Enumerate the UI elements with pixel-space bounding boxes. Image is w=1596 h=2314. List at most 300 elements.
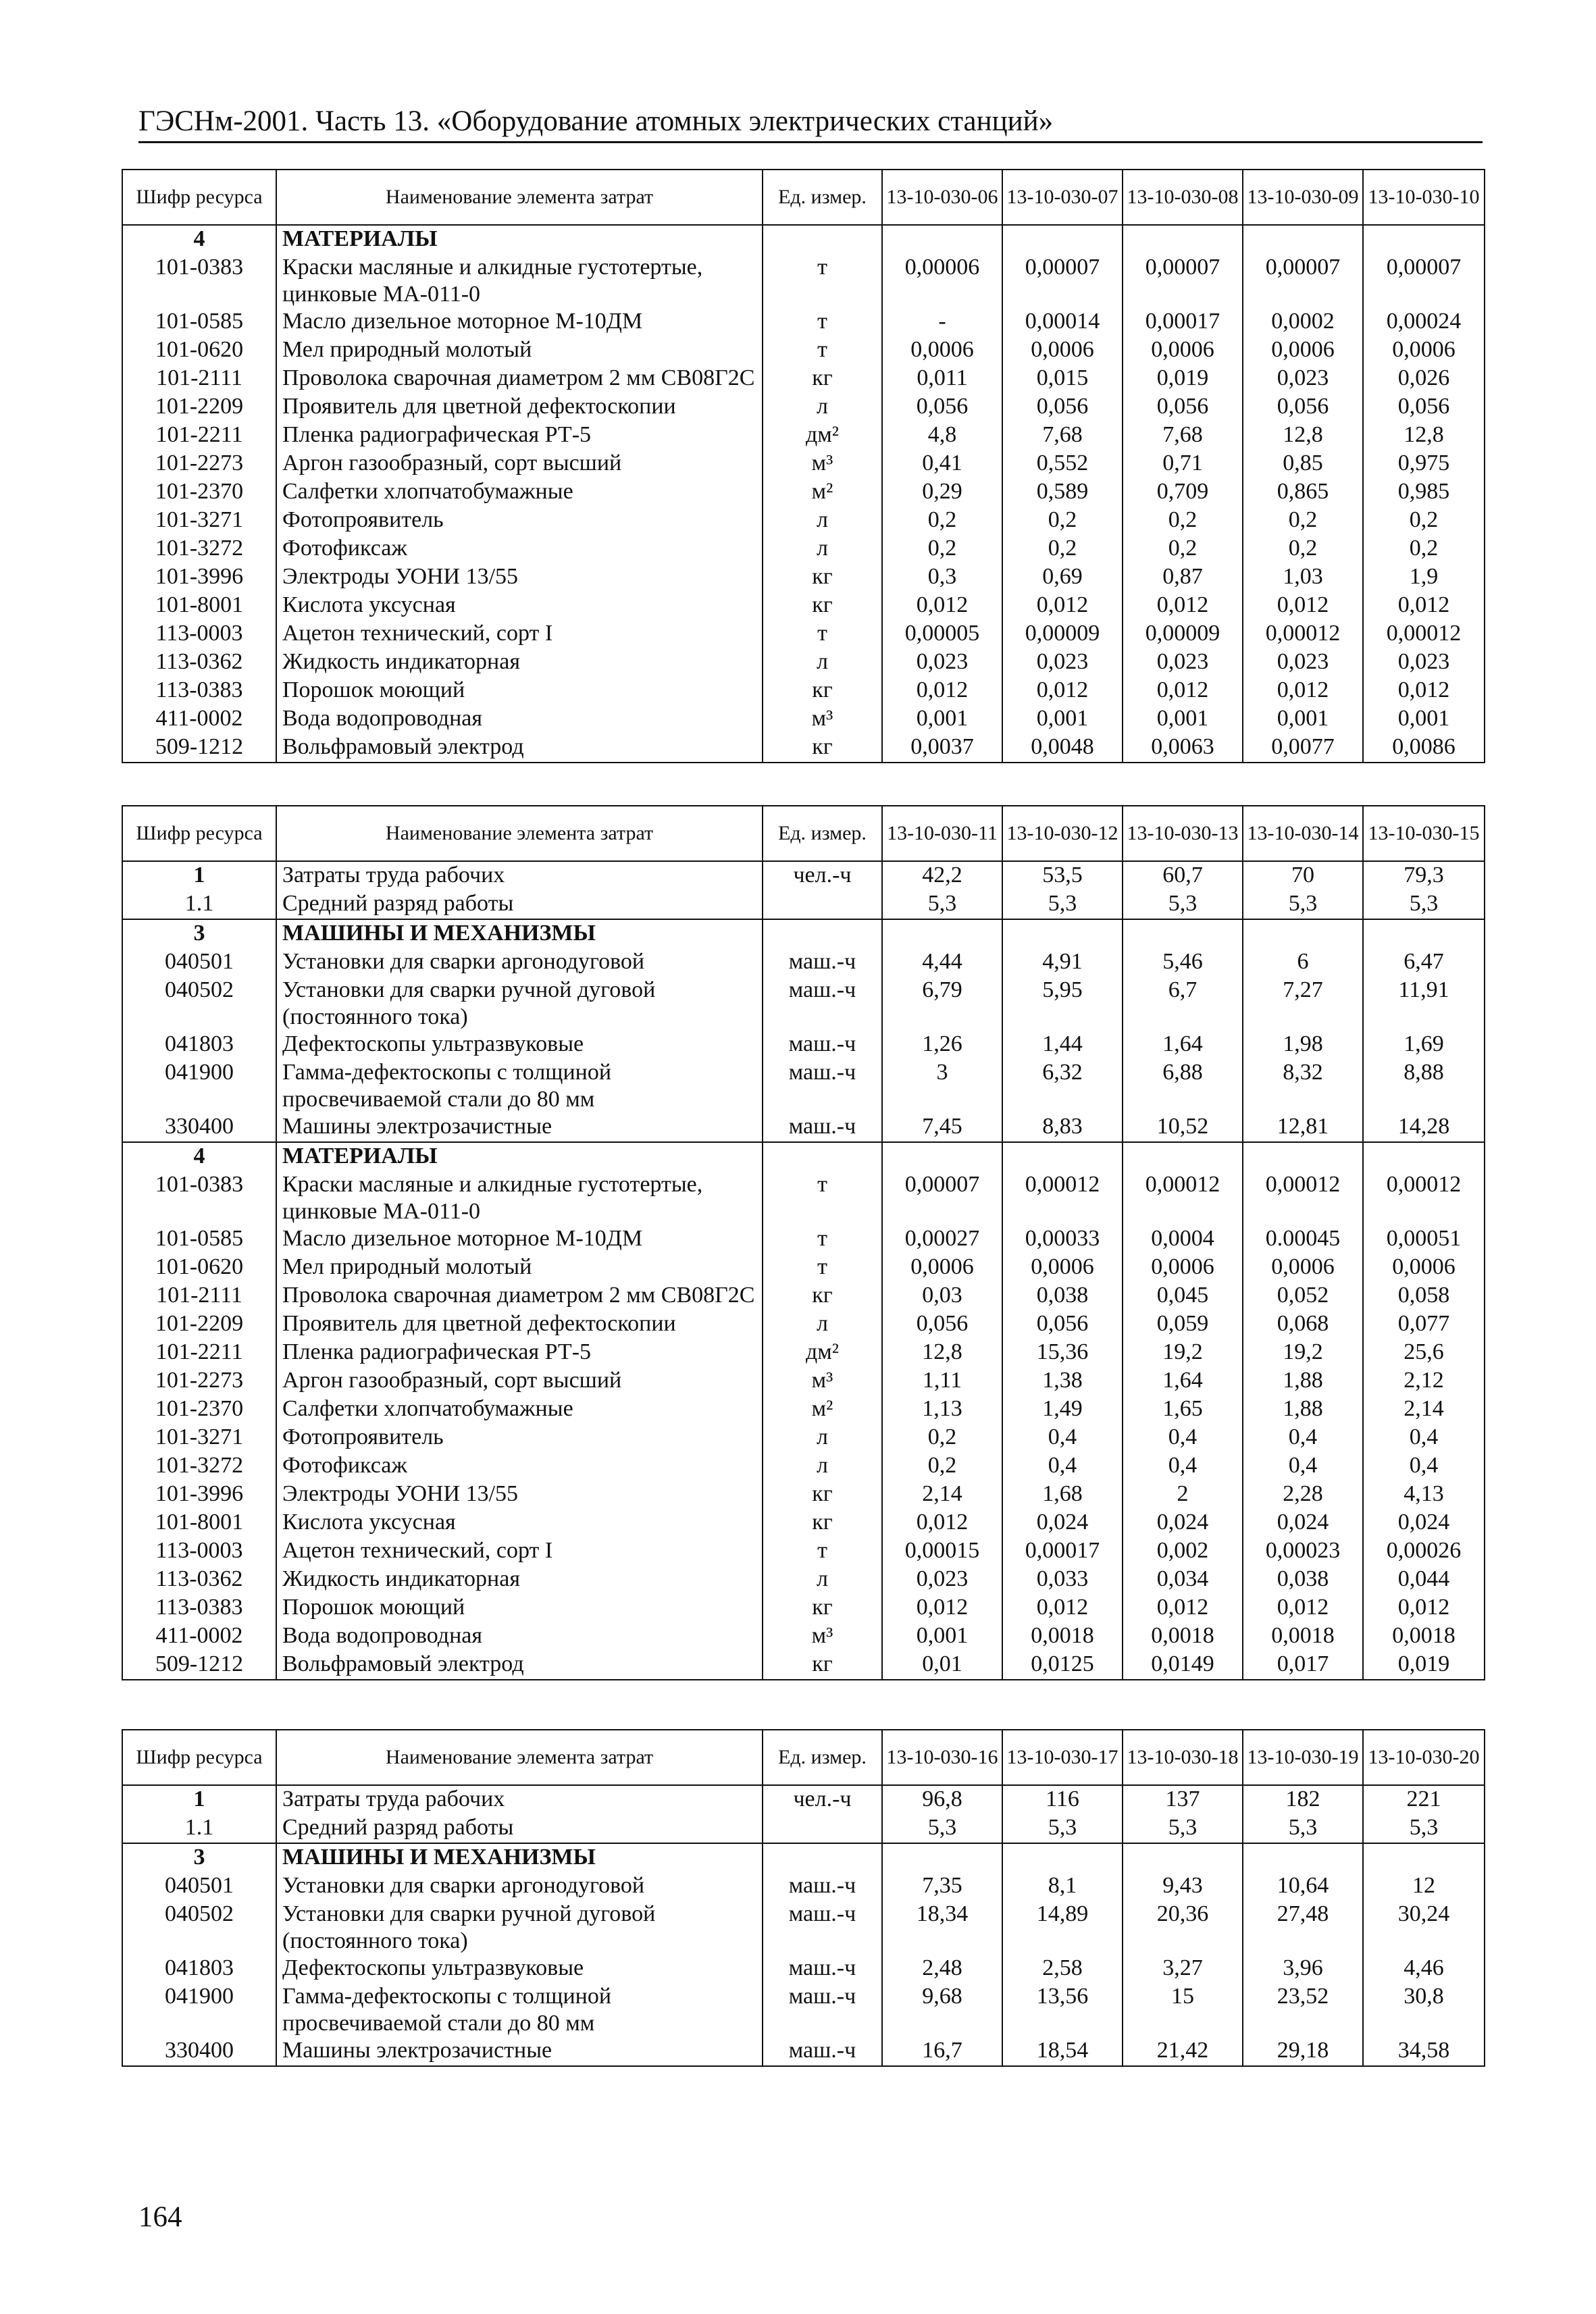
resource-name-cell: Средний разряд работы [276,1814,763,1843]
value-cell [1002,225,1123,254]
value-cell: 0,4 [1123,1452,1243,1481]
value-cell: 0,056 [1243,393,1363,421]
unit-cell: т [763,620,882,648]
column-header: 13-10-030-18 [1123,1730,1243,1785]
resource-code-cell: 101-0585 [122,308,276,336]
unit-cell: кг [763,1651,882,1680]
unit-cell: маш.-ч [763,1901,882,1955]
value-cell: 0,012 [882,1509,1002,1537]
value-cell: 0,0006 [1002,336,1123,365]
value-cell: 18,54 [1002,2037,1123,2066]
table-row [122,1395,1485,1424]
table-row [122,336,1485,365]
unit-cell: маш.-ч [763,1872,882,1901]
resource-code-cell: 101-2273 [122,450,276,478]
column-header: 13-10-030-15 [1363,806,1485,861]
resource-name-cell: Дефектоскопы ультразвуковые [276,1955,763,1983]
column-header: 13-10-030-14 [1243,806,1363,861]
column-header: 13-10-030-20 [1363,1730,1485,1785]
unit-cell: м³ [763,450,882,478]
unit-cell: кг [763,1509,882,1537]
value-cell: 0,012 [882,592,1002,620]
table-row [122,1509,1485,1537]
value-cell: 0,00012 [1243,1171,1363,1225]
value-cell: 221 [1363,1785,1485,1814]
resource-name-cell: Затраты труда рабочих [276,1785,763,1814]
value-cell [1123,1142,1243,1171]
value-cell: 0,00007 [1123,254,1243,308]
value-cell: 2,28 [1243,1481,1363,1509]
resource-code-cell: 509-1212 [122,1651,276,1680]
value-cell: 0,0006 [882,336,1002,365]
resource-name-cell: Установки для сварки аргонодуговой [276,1872,763,1901]
value-cell: 0,975 [1363,450,1485,478]
resource-name-cell: Порошок моющий [276,1594,763,1622]
value-cell: 2,14 [882,1481,1002,1509]
value-cell: 7,68 [1002,421,1123,450]
resource-name-cell: МАШИНЫ И МЕХАНИЗМЫ [276,1843,763,1872]
resource-name-cell: Проволока сварочная диаметром 2 мм СВ08Г2С [276,1282,763,1310]
resource-name-cell: Пленка радиографическая РТ-5 [276,421,763,450]
value-cell: 0,00014 [1002,308,1123,336]
value-cell: 5,3 [1002,890,1123,919]
value-cell: 0,2 [1363,535,1485,563]
table-header-row [122,806,1485,861]
value-cell: 6,7 [1123,977,1243,1031]
value-cell: 30,8 [1363,1983,1485,2037]
table-row [122,421,1485,450]
resource-code-cell: 101-2111 [122,365,276,393]
resource-code-cell: 1 [122,1785,276,1814]
value-cell: 96,8 [882,1785,1002,1814]
table-row [122,225,1485,254]
column-header: Шифр ресурса [122,806,276,861]
value-cell: 0,012 [1002,592,1123,620]
table-row [122,478,1485,507]
value-cell: 0,00017 [1123,308,1243,336]
value-cell: 0,023 [882,648,1002,677]
unit-cell: кг [763,734,882,763]
value-cell: 0,056 [1002,393,1123,421]
value-cell: 0,2 [1243,507,1363,535]
unit-cell: л [763,507,882,535]
unit-cell: кг [763,592,882,620]
value-cell: 0,012 [1363,677,1485,705]
column-header: Ед. измер. [763,806,882,861]
value-cell: 0,024 [1002,1509,1123,1537]
value-cell: 2,14 [1363,1395,1485,1424]
table-row [122,1785,1485,1814]
resource-name-cell: Кислота уксусная [276,592,763,620]
resource-code-cell: 101-2209 [122,1310,276,1339]
column-header: 13-10-030-09 [1243,170,1363,225]
unit-cell: т [763,1537,882,1566]
column-header: 13-10-030-08 [1123,170,1243,225]
value-cell: 0,03 [882,1282,1002,1310]
unit-cell: маш.-ч [763,948,882,977]
value-cell: 3 [882,1059,1002,1113]
unit-cell: л [763,648,882,677]
unit-cell: чел.-ч [763,1785,882,1814]
column-header: 13-10-030-19 [1243,1730,1363,1785]
resource-name-cell: Пленка радиографическая РТ-5 [276,1339,763,1367]
value-cell: 0,01 [882,1651,1002,1680]
unit-cell: маш.-ч [763,977,882,1031]
value-cell [1243,919,1363,948]
unit-cell [763,890,882,919]
value-cell: 14,28 [1363,1113,1485,1142]
value-cell: 29,18 [1243,2037,1363,2066]
value-cell: 0,2 [882,1452,1002,1481]
value-cell: 0,012 [1243,592,1363,620]
column-header: Шифр ресурса [122,1730,276,1785]
value-cell [1002,919,1123,948]
table-row [122,1814,1485,1843]
table-row [122,2037,1485,2066]
value-cell: 12,8 [1243,421,1363,450]
resource-code-cell: 101-3272 [122,535,276,563]
value-cell: 0,026 [1363,365,1485,393]
unit-cell [763,1814,882,1843]
unit-cell: т [763,1171,882,1225]
resource-name-cell: Мел природный молотый [276,1254,763,1282]
value-cell: 0,001 [1002,705,1123,734]
value-cell: 0,0006 [1123,1254,1243,1282]
table-row [122,1537,1485,1566]
value-cell: 0,4 [1002,1452,1123,1481]
value-cell: 5,3 [1363,890,1485,919]
value-cell: 1,13 [882,1395,1002,1424]
resource-code-cell: 411-0002 [122,1622,276,1651]
resource-table-1 [122,169,1485,763]
value-cell: 0,69 [1002,563,1123,592]
resource-code-cell: 101-2370 [122,1395,276,1424]
table-row [122,1339,1485,1367]
value-cell: 0,0006 [882,1254,1002,1282]
resource-code-cell: 330400 [122,1113,276,1142]
column-header: Шифр ресурса [122,170,276,225]
table-row [122,1843,1485,1872]
table-row [122,365,1485,393]
table-header-row [122,170,1485,225]
value-cell: 70 [1243,861,1363,890]
value-cell: 0,012 [1363,1594,1485,1622]
value-cell [882,225,1002,254]
table-row [122,1983,1485,2037]
value-cell: 30,24 [1363,1901,1485,1955]
value-cell: 6,79 [882,977,1002,1031]
value-cell: 0,0006 [1363,1254,1485,1282]
resource-name-cell: Установки для сварки ручной дуговой (постоянного тока) [276,1901,763,1955]
resource-name-cell: Затраты труда рабочих [276,861,763,890]
value-cell: 23,52 [1243,1983,1363,2037]
resource-code-cell: 101-2209 [122,393,276,421]
value-cell: 1,49 [1002,1395,1123,1424]
value-cell: 15 [1123,1983,1243,2037]
value-cell: 0,038 [1243,1566,1363,1594]
column-header: Ед. измер. [763,1730,882,1785]
resource-name-cell: Электроды УОНИ 13/55 [276,563,763,592]
value-cell [1123,919,1243,948]
resource-name-cell: Ацетон технический, сорт I [276,620,763,648]
value-cell: 13,56 [1002,1983,1123,2037]
table-row [122,677,1485,705]
value-cell: 0,002 [1123,1537,1243,1566]
table-row [122,1225,1485,1254]
unit-cell: м³ [763,705,882,734]
column-header: 13-10-030-11 [882,806,1002,861]
value-cell: 0,034 [1123,1566,1243,1594]
unit-cell: т [763,308,882,336]
value-cell: 1,65 [1123,1395,1243,1424]
value-cell: 12,8 [1363,421,1485,450]
table-row [122,1424,1485,1452]
unit-cell: м² [763,478,882,507]
unit-cell: л [763,1566,882,1594]
value-cell: 0,038 [1002,1282,1123,1310]
table-row [122,1254,1485,1282]
value-cell: 5,3 [1243,890,1363,919]
column-header: Ед. измер. [763,170,882,225]
value-cell: 0,058 [1363,1282,1485,1310]
value-cell: 0,4 [1363,1452,1485,1481]
value-cell: 0,011 [882,365,1002,393]
unit-cell: кг [763,1282,882,1310]
resource-code-cell: 101-3272 [122,1452,276,1481]
resource-name-cell: Вольфрамовый электрод [276,734,763,763]
table-row [122,535,1485,563]
value-cell: 0,052 [1243,1282,1363,1310]
table-row [122,861,1485,890]
value-cell: 0,023 [1002,648,1123,677]
column-header: 13-10-030-06 [882,170,1002,225]
value-cell: 0,00012 [1363,1171,1485,1225]
value-cell [882,1843,1002,1872]
unit-cell: м³ [763,1367,882,1395]
resource-code-cell: 113-0362 [122,1566,276,1594]
value-cell: 34,58 [1363,2037,1485,2066]
value-cell [1002,1843,1123,1872]
resource-code-cell: 101-3271 [122,507,276,535]
value-cell: 0,985 [1363,478,1485,507]
resource-name-cell: Салфетки хлопчатобумажные [276,478,763,507]
value-cell [1243,1142,1363,1171]
value-cell: 0,0006 [1243,1254,1363,1282]
value-cell: 2 [1123,1481,1243,1509]
table-row [122,948,1485,977]
resource-code-cell: 040501 [122,1872,276,1901]
table-row [122,592,1485,620]
value-cell: 0,00012 [1363,620,1485,648]
value-cell: 0,012 [1123,592,1243,620]
unit-cell [763,225,882,254]
value-cell: 0,589 [1002,478,1123,507]
table-row [122,450,1485,478]
value-cell: 0,00023 [1243,1537,1363,1566]
value-cell: 0,0063 [1123,734,1243,763]
unit-cell: т [763,336,882,365]
value-cell: 0,87 [1123,563,1243,592]
value-cell: 0,00009 [1002,620,1123,648]
resource-name-cell: Электроды УОНИ 13/55 [276,1481,763,1509]
value-cell: 0,001 [882,705,1002,734]
value-cell: 0,4 [1123,1424,1243,1452]
resource-code-cell: 101-3996 [122,563,276,592]
header-rule [138,141,1483,143]
page-number: 164 [138,2201,182,2233]
table-row [122,1481,1485,1509]
value-cell: 60,7 [1123,861,1243,890]
value-cell [882,919,1002,948]
resource-code-cell: 1.1 [122,890,276,919]
unit-cell: чел.-ч [763,861,882,890]
resource-code-cell: 113-0003 [122,1537,276,1566]
value-cell: 4,91 [1002,948,1123,977]
value-cell: 0,0086 [1363,734,1485,763]
value-cell: 0,0006 [1363,336,1485,365]
value-cell: 0,023 [882,1566,1002,1594]
value-cell: 0,012 [1363,592,1485,620]
resource-name-cell: Масло дизельное моторное М-10ДМ [276,1225,763,1254]
resource-name-cell: Гамма-дефектоскопы с толщиной просвечиваемой стали до 80 мм [276,1059,763,1113]
value-cell: 0,023 [1123,648,1243,677]
table-row [122,1622,1485,1651]
resource-code-cell: 3 [122,1843,276,1872]
value-cell: 0,00024 [1363,308,1485,336]
resource-code-cell: 101-8001 [122,1509,276,1537]
table-row [122,1872,1485,1901]
value-cell: 11,91 [1363,977,1485,1031]
table-row [122,1566,1485,1594]
resource-name-cell: Аргон газообразный, сорт высший [276,1367,763,1395]
resource-name-cell: МАТЕРИАЛЫ [276,225,763,254]
value-cell: 4,8 [882,421,1002,450]
value-cell: 18,34 [882,1901,1002,1955]
resource-name-cell: Краски масляные и алкидные густотертые, цинковые МА-011-0 [276,254,763,308]
resource-name-cell: Фотопроявитель [276,507,763,535]
value-cell: 20,36 [1123,1901,1243,1955]
value-cell: 19,2 [1243,1339,1363,1367]
value-cell: 0,4 [1363,1424,1485,1452]
page-header: ГЭСНм-2001. Часть 13. «Оборудование атомных электрических станций» [138,105,1054,137]
resource-code-cell: 113-0383 [122,677,276,705]
table-row [122,563,1485,592]
value-cell: 0,2 [1123,535,1243,563]
value-cell: 6,32 [1002,1059,1123,1113]
table-row [122,1651,1485,1680]
resource-name-cell: Установки для сварки аргонодуговой [276,948,763,977]
resource-code-cell: 4 [122,1142,276,1171]
resource-name-cell: Фотопроявитель [276,1424,763,1452]
unit-cell: маш.-ч [763,1031,882,1059]
value-cell: 0,019 [1363,1651,1485,1680]
value-cell: 7,35 [882,1872,1002,1901]
value-cell: 182 [1243,1785,1363,1814]
value-cell: 2,48 [882,1955,1002,1983]
resource-name-cell: Проявитель для цветной дефектоскопии [276,393,763,421]
value-cell: 14,89 [1002,1901,1123,1955]
resource-name-cell: Ацетон технический, сорт I [276,1537,763,1566]
value-cell: 0,2 [1002,507,1123,535]
value-cell: 8,88 [1363,1059,1485,1113]
value-cell: 0,00006 [882,254,1002,308]
table-row [122,1955,1485,1983]
value-cell: 16,7 [882,2037,1002,2066]
table-row [122,308,1485,336]
value-cell: 0,012 [882,677,1002,705]
value-cell: 12,8 [882,1339,1002,1367]
value-cell: 0,001 [1123,705,1243,734]
resource-name-cell: Аргон газообразный, сорт высший [276,450,763,478]
value-cell: 0,00005 [882,620,1002,648]
table-row [122,977,1485,1031]
value-cell: 10,52 [1123,1113,1243,1142]
unit-cell: кг [763,563,882,592]
value-cell: 0,012 [1002,677,1123,705]
resource-code-cell: 101-0383 [122,254,276,308]
resource-code-cell: 101-2273 [122,1367,276,1395]
value-cell: 0,0006 [1243,336,1363,365]
table-row [122,890,1485,919]
value-cell: 0,056 [882,393,1002,421]
column-header: 13-10-030-12 [1002,806,1123,861]
resource-name-cell: Дефектоскопы ультразвуковые [276,1031,763,1059]
value-cell: 0,4 [1243,1424,1363,1452]
value-cell: 0,015 [1002,365,1123,393]
resource-code-cell: 411-0002 [122,705,276,734]
resource-code-cell: 113-0003 [122,620,276,648]
table-row [122,1031,1485,1059]
value-cell: 5,46 [1123,948,1243,977]
value-cell [1002,1142,1123,1171]
value-cell: 0,0004 [1123,1225,1243,1254]
unit-cell: м³ [763,1622,882,1651]
column-header: 13-10-030-16 [882,1730,1002,1785]
resource-name-cell: Средний разряд работы [276,890,763,919]
value-cell: 0,023 [1243,365,1363,393]
table-row [122,1059,1485,1113]
unit-cell: л [763,1310,882,1339]
value-cell: 1,9 [1363,563,1485,592]
value-cell: 0,012 [1123,1594,1243,1622]
value-cell: 0,017 [1243,1651,1363,1680]
value-cell: 0,056 [1363,393,1485,421]
value-cell: 0,033 [1002,1566,1123,1594]
resource-name-cell: МАШИНЫ И МЕХАНИЗМЫ [276,919,763,948]
value-cell: 19,2 [1123,1339,1243,1367]
value-cell: 3,27 [1123,1955,1243,1983]
column-header: Наименование элемента затрат [276,1730,763,1785]
value-cell: 0,00012 [1002,1171,1123,1225]
resource-name-cell: Кислота уксусная [276,1509,763,1537]
table-row [122,648,1485,677]
value-cell: 42,2 [882,861,1002,890]
unit-cell: маш.-ч [763,1955,882,1983]
resource-name-cell: Фотофиксаж [276,1452,763,1481]
resource-name-cell: Краски масляные и алкидные густотертые, цинковые МА-011-0 [276,1171,763,1225]
value-cell: 5,3 [882,890,1002,919]
table-row [122,705,1485,734]
value-cell: 0,077 [1363,1310,1485,1339]
value-cell: 6 [1243,948,1363,977]
table-row [122,1142,1485,1171]
resource-code-cell: 101-3271 [122,1424,276,1452]
value-cell: 0,709 [1123,478,1243,507]
value-cell: 4,13 [1363,1481,1485,1509]
value-cell: 7,45 [882,1113,1002,1142]
value-cell: 0,0018 [1363,1622,1485,1651]
value-cell: 0,552 [1002,450,1123,478]
